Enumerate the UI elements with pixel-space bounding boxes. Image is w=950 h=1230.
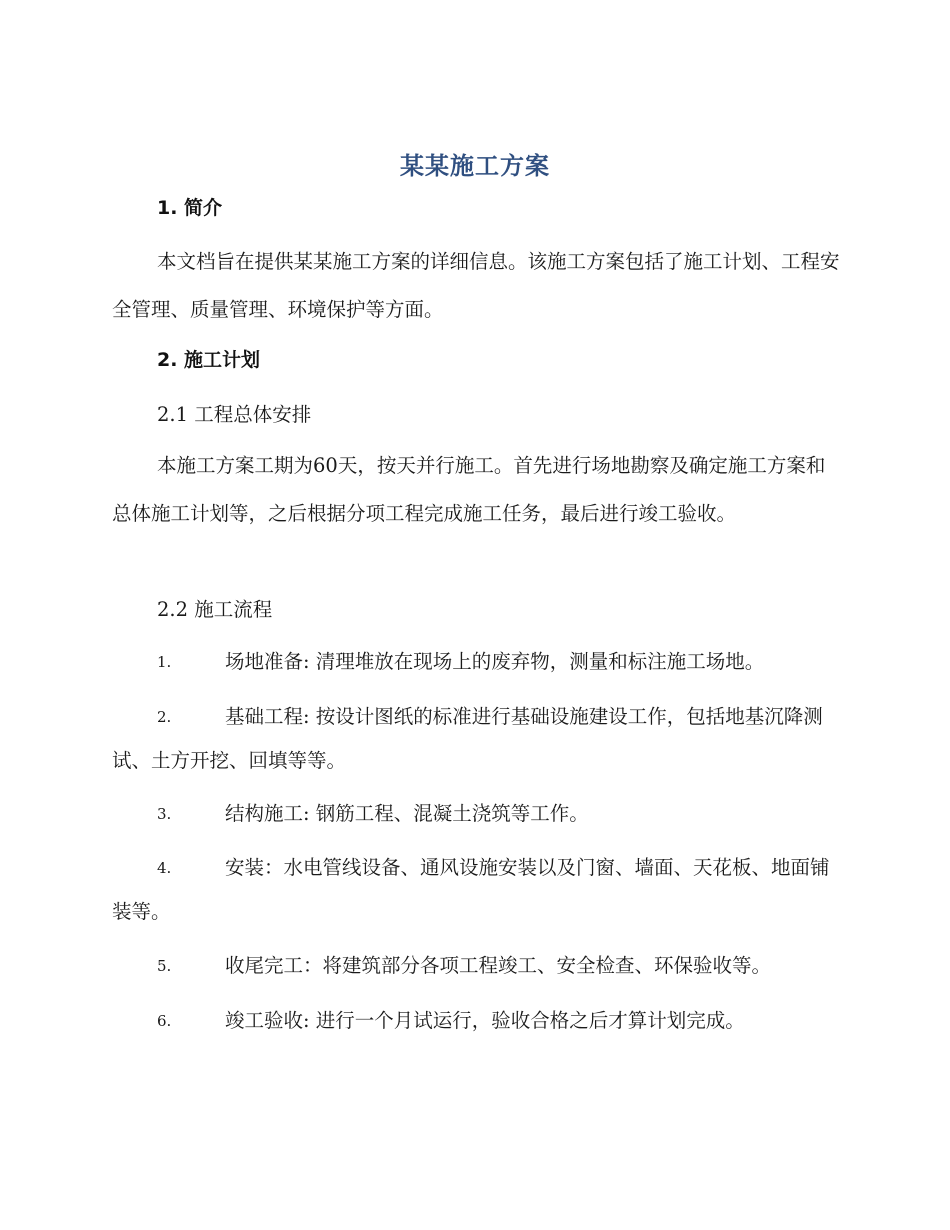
list-item	[112, 695, 840, 783]
list-item-number: 6.	[157, 1012, 172, 1030]
list-item-number: 2.	[157, 708, 172, 726]
list-item	[112, 640, 840, 684]
list-item-text: 收尾完工：将建筑部分各项工程竣工、安全检查、环保验收等。	[225, 954, 772, 977]
section-heading-intro: 1. 简介	[157, 197, 223, 219]
list-item-text: 竣工验收: 进行一个月试运行，验收合格之后才算计划完成。	[225, 1009, 745, 1032]
list-item-number: 3.	[157, 805, 172, 823]
intro-paragraph: 本文档旨在提供某某施工方案的详细信息。该施工方案包括了施工计划、工程安全管理、质量管理、环境保护等方面。	[112, 250, 840, 321]
list-item-text: 基础工程: 按设计图纸的标准进行基础设施建设工作，包括地基沉降测试、土方开挖、回填等等。	[112, 705, 823, 772]
overall-paragraph: 本施工方案工期为60天，按天并行施工。首先进行场地勘察及确定施工方案和总体施工计划等，之后根据分项工程完成施工任务，最后进行竣工验收。	[112, 454, 826, 525]
document-title: 某某施工方案	[400, 152, 550, 180]
list-item-number: 4.	[157, 859, 172, 877]
list-item-number: 5.	[157, 957, 172, 975]
subheading-process: 2.2 施工流程	[157, 598, 273, 621]
list-item-text: 安装：水电管线设备、通风设施安装以及门窗、墙面、天花板、地面铺装等。	[112, 856, 830, 923]
list-item-text: 结构施工: 钢筋工程、混凝土浇筑等工作。	[225, 802, 589, 825]
list-item-text: 场地准备: 清理堆放在现场上的废弃物，测量和标注施工场地。	[225, 650, 765, 673]
list-item	[112, 792, 840, 836]
list-item	[112, 944, 840, 988]
subheading-overall: 2.1 工程总体安排	[157, 403, 312, 426]
list-item-number: 1.	[157, 653, 172, 671]
list-item	[112, 846, 840, 934]
list-item	[112, 999, 840, 1043]
section-heading-plan: 2. 施工计划	[157, 349, 261, 371]
